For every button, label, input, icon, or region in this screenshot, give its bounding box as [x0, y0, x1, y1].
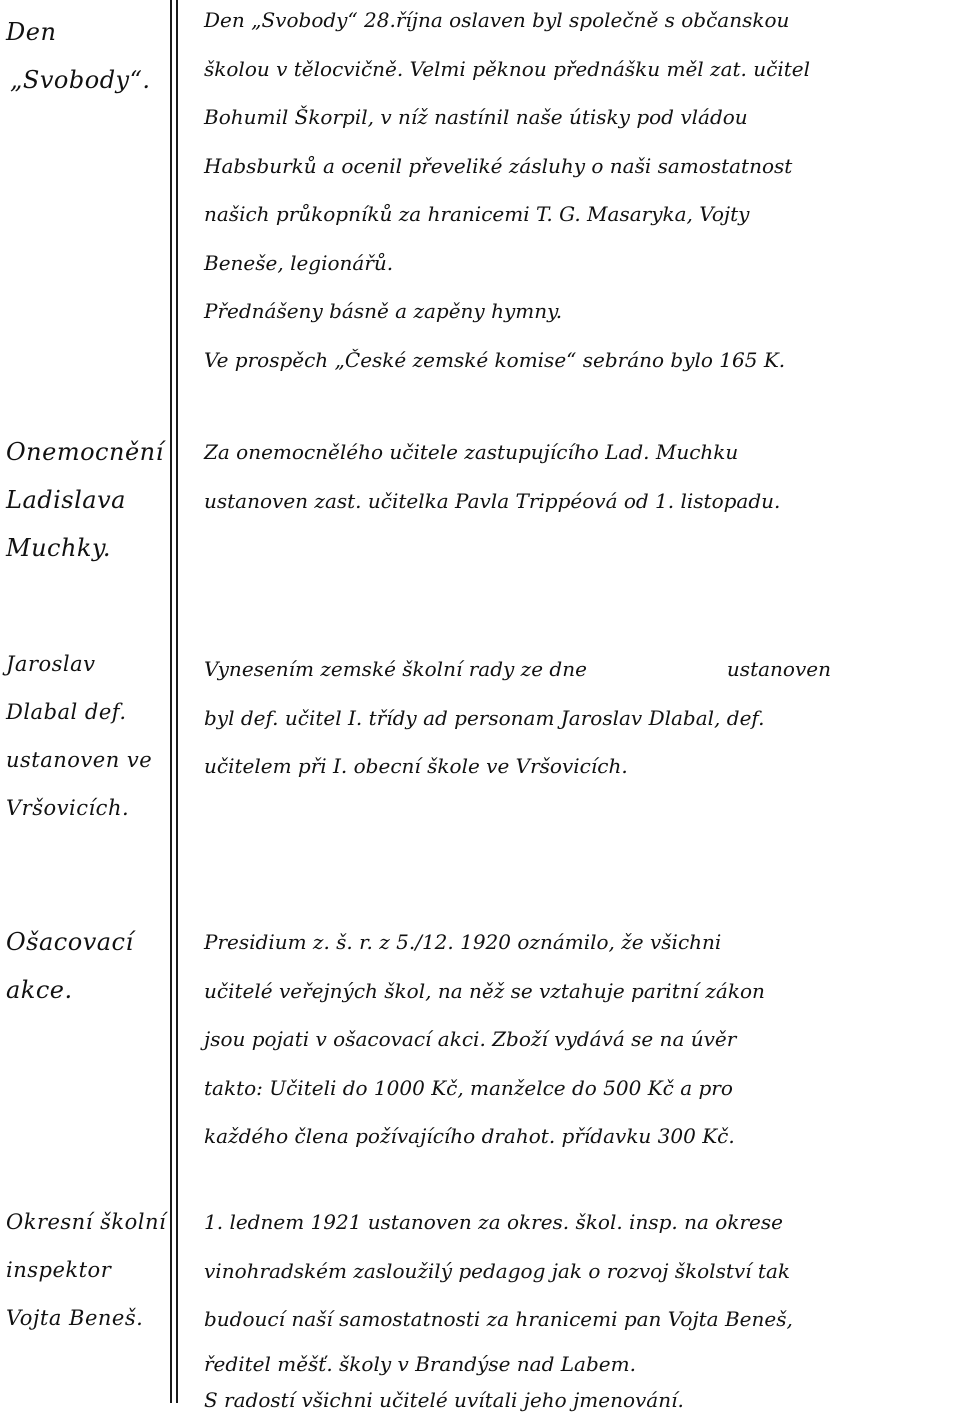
margin-line: Muchky. [6, 534, 111, 562]
entry-line: takto: Učiteli do 1000 Kč, manželce do 500 Kč a pro [204, 1075, 733, 1100]
entry-text: ustanoven [726, 657, 831, 681]
entry-line: jsou pojati v ošacovací akci. Zboží vydává se na úvěr [204, 1027, 737, 1051]
entry-line: Habsburků a ocenil převeliké zásluhy o naši samostatnost [204, 153, 793, 178]
entry-line: vinohradském zasloužilý pedagog jak o rozvoj školství tak [204, 1258, 791, 1283]
entry-inspektor [204, 1198, 954, 1416]
entry-line [204, 645, 954, 694]
entry-line: každého člena požívajícího drahot. přídavku 300 Kč. [204, 1124, 735, 1148]
entry-dlabal [204, 645, 954, 791]
margin-label-onemocneni [6, 428, 164, 572]
entry-line: Den „Svobody“ 28.října oslaven byl společně s občanskou [204, 8, 790, 32]
margin-line: Dlabal def. [6, 700, 127, 724]
margin-line: ustanoven ve [6, 748, 153, 772]
entry-line: našich průkopníků za hranicemi T. G. Masaryka, Vojty [204, 202, 750, 226]
entry-onemocneni [204, 428, 954, 525]
entry-den-svobody [204, 0, 954, 384]
margin-label-inspektor [6, 1198, 167, 1342]
margin-label-den-svobody [6, 8, 164, 104]
entry-text: Vynesením zemské školní rady ze dne [204, 657, 587, 681]
entry-line: budoucí naší samostatnosti za hranicemi pan Vojta Beneš, [204, 1307, 793, 1331]
entry-line: S radostí všichni učitelé uvítali jeho jmenování. [204, 1387, 684, 1412]
margin-line: Vojta Beneš. [6, 1306, 144, 1330]
entry-line: školou v tělocvičně. Velmi pěknou přednášku měl zat. učitel [204, 56, 811, 81]
entry-line: 1. lednem 1921 ustanoven za okres. škol. insp. na okrese [204, 1210, 783, 1234]
margin-line: inspektor [6, 1258, 112, 1282]
entry-line: Beneše, legionářů. [204, 250, 394, 275]
margin-line: Vršovicích. [6, 796, 130, 820]
entry-line: ředitel měšť. školy v Brandýse nad Labem. [204, 1351, 636, 1376]
margin-line: „Svobody“. [10, 66, 151, 94]
margin-label-dlabal [6, 640, 164, 832]
entry-line: ustanoven zast. učitelka Pavla Trippéová od 1. listopadu. [204, 488, 781, 513]
margin-line: Ošacovací [6, 928, 134, 956]
margin-line: Ladislava [6, 486, 126, 514]
margin-line: Den [6, 18, 57, 46]
entry-line: Ve prospěch „České zemské komise“ sebráno bylo 165 K. [204, 347, 786, 372]
entry-line: byl def. učitel I. třídy ad personam Jaroslav Dlabal, def. [204, 705, 765, 730]
entry-line: Přednášeny básně a zapěny hymny. [204, 299, 563, 323]
entry-line: Za onemocnělého učitele zastupujícího Lad. Muchku [204, 440, 739, 464]
margin-line: Jaroslav [6, 652, 96, 676]
margin-line: Onemocnění [6, 438, 164, 466]
entry-osacovaci [204, 918, 954, 1161]
entry-line: učitelem při I. obecní škole ve Vršovicích. [204, 754, 628, 778]
entry-line: Bohumil Škorpil, v níž nastínil naše útisky pod vládou [204, 105, 748, 129]
entry-line: učitelé veřejných škol, na něž se vztahuje paritní zákon [204, 978, 765, 1003]
margin-rule-left [170, 0, 172, 1403]
margin-line: akce. [6, 976, 73, 1004]
margin-line: Okresní školní [6, 1210, 167, 1234]
margin-rule-right [176, 0, 178, 1403]
margin-label-osacovaci [6, 918, 164, 1014]
entry-line: Presidium z. š. r. z 5./12. 1920 oznámilo, že všichni [204, 930, 722, 954]
